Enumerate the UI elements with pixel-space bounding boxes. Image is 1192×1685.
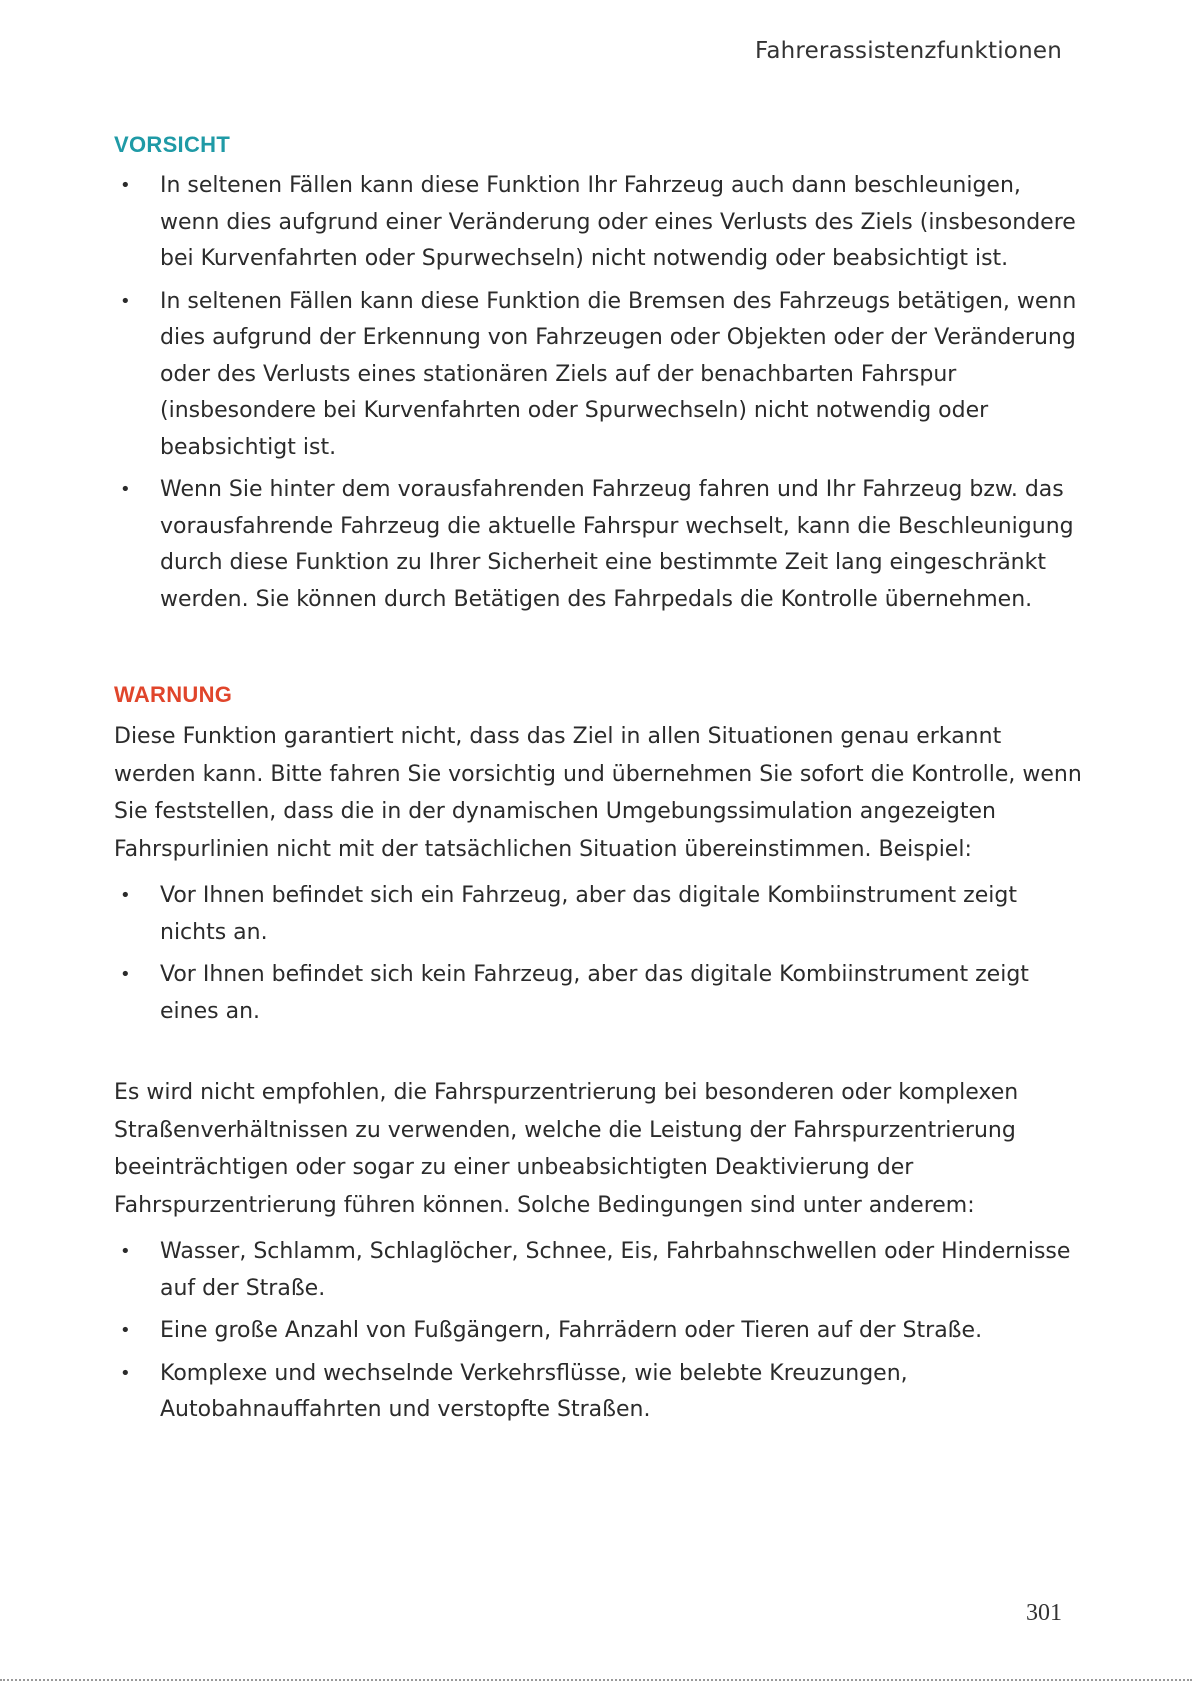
section-header: Fahrerassistenzfunktionen bbox=[755, 38, 1062, 64]
list-item-text: Komplexe und wechselnde Verkehrsflüsse, wie belebte Kreuzungen, Autobahnauffahrten und verstopfte Straßen. bbox=[160, 1360, 908, 1422]
list-item-text: Vor Ihnen befindet sich kein Fahrzeug, aber das digitale Kombiinstrument zeigt eines an. bbox=[160, 962, 1029, 1024]
bullet-icon: • bbox=[120, 1241, 131, 1262]
list-item-text: Eine große Anzahl von Fußgängern, Fahrrädern oder Tieren auf der Straße. bbox=[160, 1318, 983, 1343]
list-item-text: In seltenen Fällen kann diese Funktion Ihr Fahrzeug auch dann beschleunigen, wenn dies aufgrund einer Veränderung oder eines Verlusts des Ziels (insbesondere bei Kurvenfahrten oder Spurwechseln) nicht notwendig oder beabsichtigt ist. bbox=[160, 173, 1076, 271]
caution-heading: VORSICHT bbox=[114, 132, 231, 157]
warning-example-list bbox=[114, 878, 1084, 1030]
list-item bbox=[114, 472, 1084, 618]
page-number: 301 bbox=[1026, 1600, 1062, 1626]
caution-list bbox=[114, 168, 1084, 618]
bullet-icon: • bbox=[120, 1362, 131, 1384]
list-item bbox=[114, 957, 1084, 1030]
conditions-paragraph: Es wird nicht empfohlen, die Fahrspurzentrierung bei besonderen oder komplexen Straßenverhältnissen zu verwenden, welche die Leistung der Fahrspurzentrierung beeinträchtigen oder sogar zu einer unbeabsichtigten Deaktivierung der Fahrspurzentrierung führen können. Solche Bedingungen sind unter anderem: bbox=[114, 1080, 1019, 1218]
list-item bbox=[114, 168, 1084, 278]
list-item-text: Wasser, Schlamm, Schlaglöcher, Schnee, Eis, Fahrbahnschwellen oder Hindernisse auf der Straße. bbox=[160, 1239, 1071, 1301]
bullet-icon: • bbox=[120, 479, 131, 500]
list-item bbox=[114, 878, 1084, 951]
conditions-list bbox=[114, 1234, 1084, 1429]
list-item bbox=[114, 284, 1084, 467]
list-item-text: In seltenen Fällen kann diese Funktion die Bremsen des Fahrzeugs betätigen, wenn dies aufgrund der Erkennung von Fahrzeugen oder Objekten oder der Veränderung oder des Verlusts eines stationären Ziels auf der benachbarten Fahrspur (insbesondere bei Kurvenfahrten oder Spurwechseln) nicht notwendig oder beabsichtigt ist. bbox=[160, 288, 1077, 460]
bullet-icon: • bbox=[120, 290, 131, 312]
bullet-icon: • bbox=[120, 964, 131, 985]
list-item bbox=[114, 1234, 1084, 1307]
list-item-text: Vor Ihnen befindet sich ein Fahrzeug, aber das digitale Kombiinstrument zeigt nichts an. bbox=[160, 883, 1017, 945]
warning-heading: WARNUNG bbox=[114, 682, 233, 707]
list-item bbox=[114, 1356, 1084, 1429]
list-item-text: Wenn Sie hinter dem vorausfahrenden Fahrzeug fahren und Ihr Fahrzeug bzw. das vorausfahrende Fahrzeug die aktuelle Fahrspur wechselt, kann die Beschleunigung durch diese Funktion zu Ihrer Sicherheit eine bestimmte Zeit lang eingeschränkt werden. Sie können durch Betätigen des Fahrpedals die Kontrolle übernehmen. bbox=[160, 477, 1074, 612]
warning-intro: Diese Funktion garantiert nicht, dass das Ziel in allen Situationen genau erkannt werden kann. Bitte fahren Sie vorsichtig und übernehmen Sie sofort die Kontrolle, wenn Sie feststellen, dass die in der dynamischen Umgebungssimulation angezeigten Fahrspurlinien nicht mit der tatsächlichen Situation übereinstimmen. Beispiel: bbox=[114, 724, 1082, 862]
page-content bbox=[114, 132, 1084, 1435]
list-item bbox=[114, 1313, 1084, 1350]
bullet-icon: • bbox=[120, 175, 131, 196]
bullet-icon: • bbox=[120, 885, 131, 906]
bullet-icon: • bbox=[120, 1320, 131, 1341]
page-bottom-edge bbox=[0, 1679, 1192, 1681]
